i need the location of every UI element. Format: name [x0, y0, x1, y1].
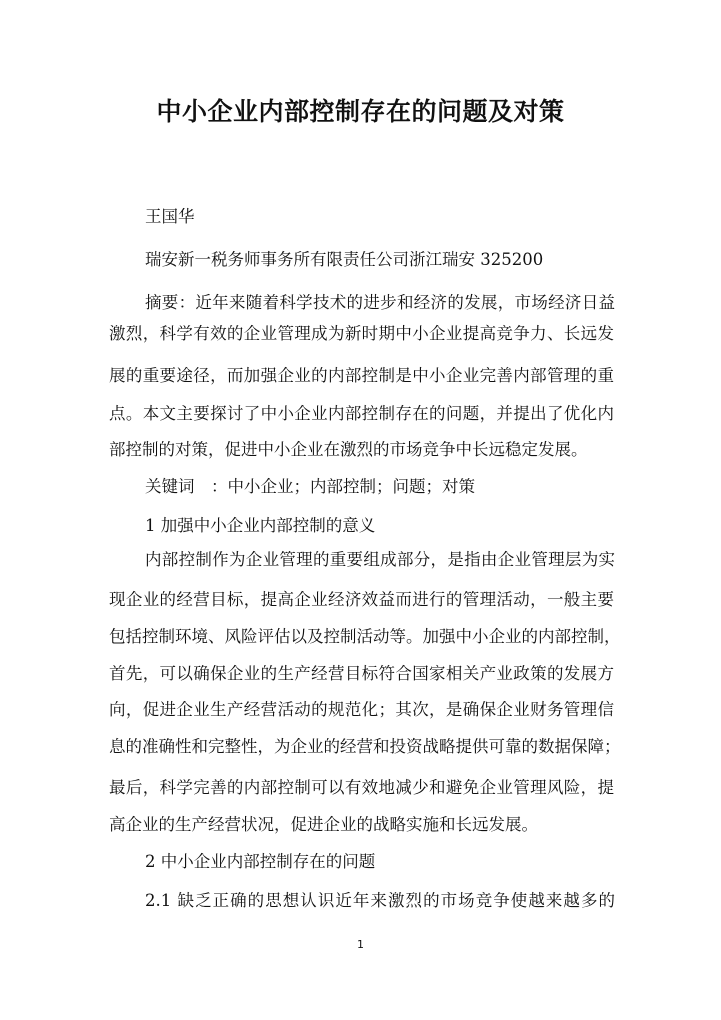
document-title: 中小企业内部控制存在的问题及对策 — [156, 97, 565, 126]
section-heading: 2 中小企业内部控制存在的问题 — [145, 852, 376, 871]
body-line: 首先，可以确保企业的生产经营目标符合国家相关产业政策的发展方 — [109, 664, 614, 683]
abstract-line: 激烈，科学有效的企业管理成为新时期中小企业提高竞争力、长远发 — [109, 324, 614, 343]
page-number: 1 — [357, 938, 364, 951]
subsection-line: 2.1 缺乏正确的思想认识近年来激烈的市场竞争使越来越多的 — [145, 891, 615, 910]
abstract-line: 摘要：近年来随着科学技术的进步和经济的发展，市场经济日益 — [145, 293, 615, 312]
keywords: 关键词 ：中小企业；内部控制；问题；对策 — [145, 477, 475, 496]
author: 王国华 — [145, 207, 195, 226]
body-line: 现企业的经营目标，提高企业经济效益而进行的管理活动，一般主要 — [109, 590, 614, 609]
body-line: 内部控制作为企业管理的重要组成部分，是指由企业管理层为实 — [145, 550, 615, 569]
body-line: 高企业的生产经营状况，促进企业的战略实施和长远发展。 — [109, 815, 538, 834]
section-heading: 1 加强中小企业内部控制的意义 — [145, 516, 376, 535]
body-line: 息的准确性和完整性，为企业的经营和投资战略提供可靠的数据保障； — [109, 737, 621, 756]
abstract-line: 展的重要途径，而加强企业的内部控制是中小企业完善内部管理的重 — [109, 366, 614, 385]
body-line: 向，促进企业生产经营活动的规范化；其次，是确保企业财务管理信 — [109, 700, 614, 719]
body-line: 包括控制环境、风险评估以及控制活动等。加强中小企业的内部控制， — [109, 627, 621, 646]
affiliation: 瑞安新一税务师事务所有限责任公司浙江瑞安 325200 — [145, 250, 544, 269]
abstract-line: 点。本文主要探讨了中小企业内部控制存在的问题，并提出了优化内 — [109, 404, 614, 423]
abstract-line: 部控制的对策，促进中小企业在激烈的市场竞争中长远稳定发展。 — [109, 440, 588, 459]
body-line: 最后，科学完善的内部控制可以有效地减少和避免企业管理风险，提 — [109, 778, 614, 797]
